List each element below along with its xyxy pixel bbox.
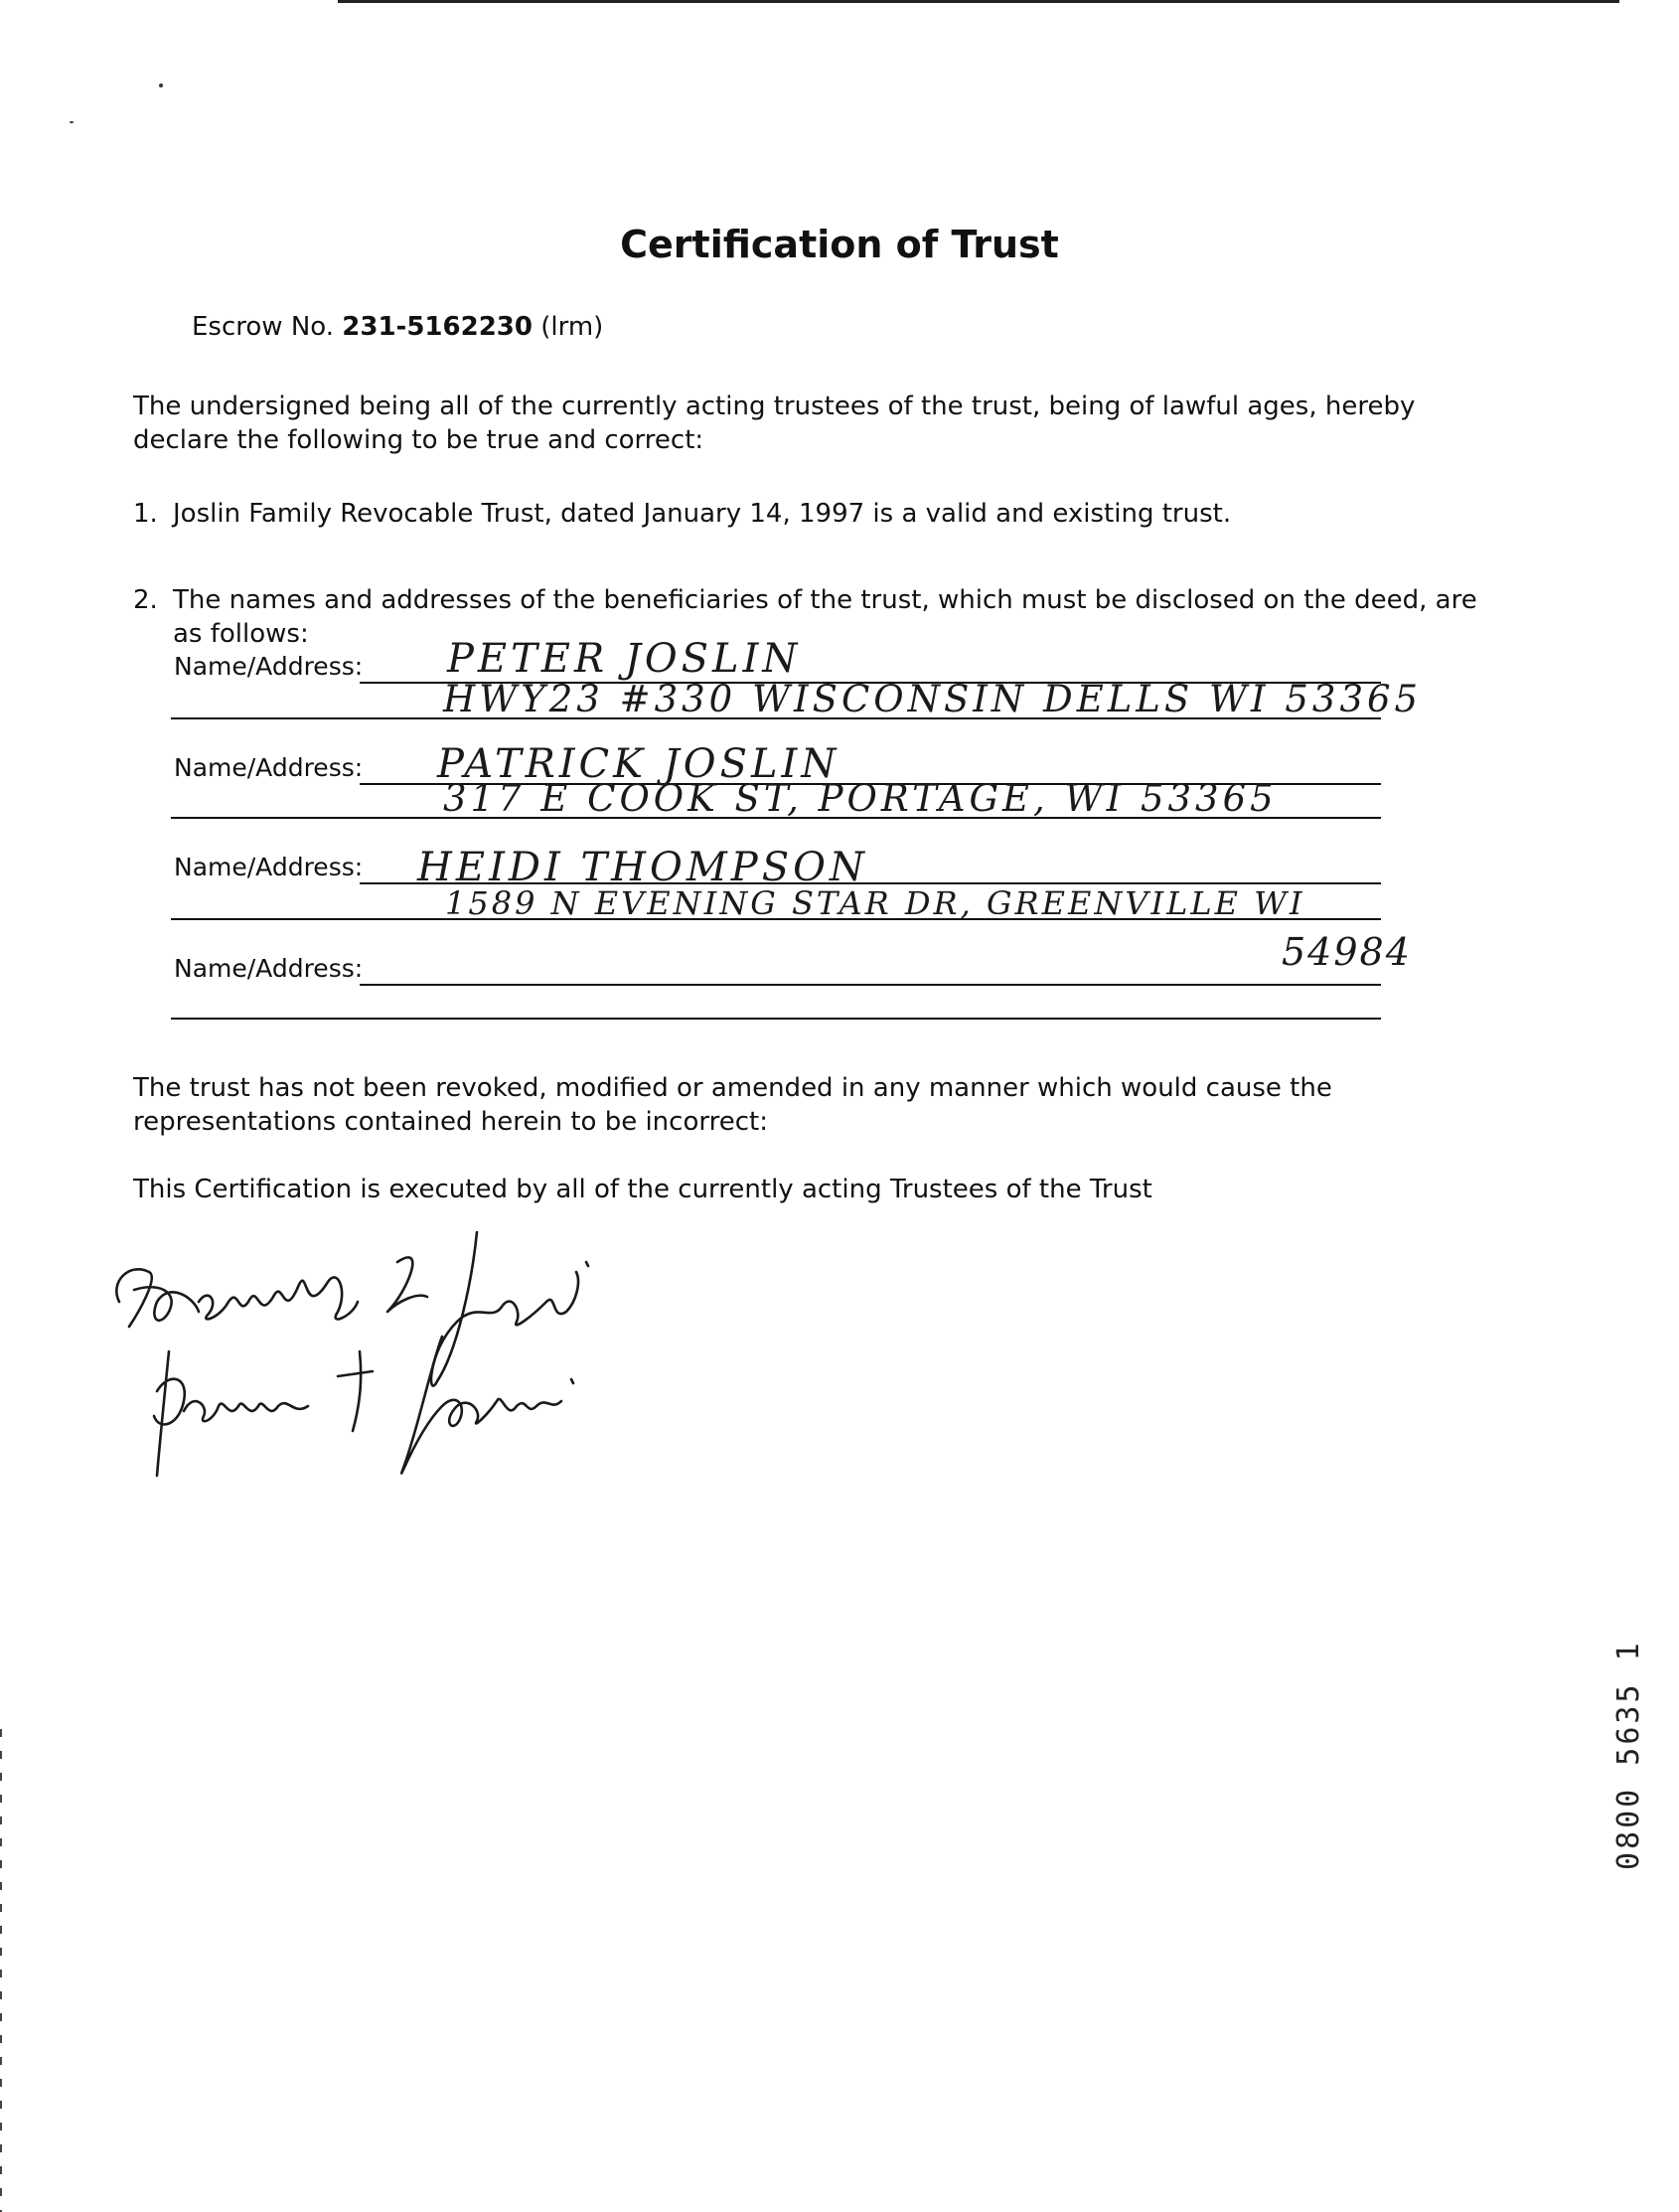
beneficiary-name: PETER JOSLIN <box>447 636 802 682</box>
item-text: Joslin Family Revocable Trust, dated January 14, 1997 is a valid and existing trust. <box>173 499 1232 529</box>
scan-border-top <box>338 0 1619 3</box>
escrow-line <box>192 312 603 342</box>
intro-paragraph: The undersigned being all of the currently acting trustees of the trust, being of lawful ages, hereby declare the following to be true and correct: <box>133 392 1416 455</box>
name-address-label: Name/Address: <box>174 652 364 681</box>
escrow-label: Escrow No. <box>192 312 334 342</box>
beneficiary-address-cont: 54984 <box>1282 930 1412 974</box>
item-number: 2. <box>133 585 158 615</box>
scan-speck <box>159 83 163 87</box>
bates-stamp: 0800 5635 1 <box>1611 1640 1646 1870</box>
escrow-suffix: (lrm) <box>540 312 604 342</box>
address-line <box>171 1018 1381 1020</box>
trustee-signatures <box>99 1202 715 1501</box>
scan-edge-left <box>0 1729 2 2212</box>
name-line <box>360 984 1381 986</box>
beneficiary-address: HWY23 #330 WISCONSIN DELLS WI 53365 <box>443 678 1423 720</box>
beneficiary-name: HEIDI THOMPSON <box>417 845 868 890</box>
escrow-number: 231-5162230 <box>342 312 533 342</box>
name-address-label: Name/Address: <box>174 753 364 782</box>
scan-speck <box>70 121 74 123</box>
execution-statement: This Certification is executed by all of the currently acting Trustees of the Trust <box>133 1175 1152 1204</box>
name-address-label: Name/Address: <box>174 853 364 881</box>
name-address-label: Name/Address: <box>174 954 364 983</box>
beneficiary-address: 1589 N EVENING STAR DR, GREENVILLE WI <box>445 884 1305 922</box>
beneficiary-address: 317 E COOK ST, PORTAGE, WI 53365 <box>443 777 1278 820</box>
document-title: Certification of Trust <box>620 223 1059 266</box>
beneficiary-name: PATRICK JOSLIN <box>437 741 840 787</box>
revocation-paragraph: The trust has not been revoked, modified or amended in any manner which would cause the representations contained herein to be incorrect: <box>133 1073 1332 1137</box>
item-text: The names and addresses of the beneficiaries of the trust, which must be disclosed on the deed, are as follows: <box>173 585 1477 649</box>
item-number: 1. <box>133 499 158 529</box>
